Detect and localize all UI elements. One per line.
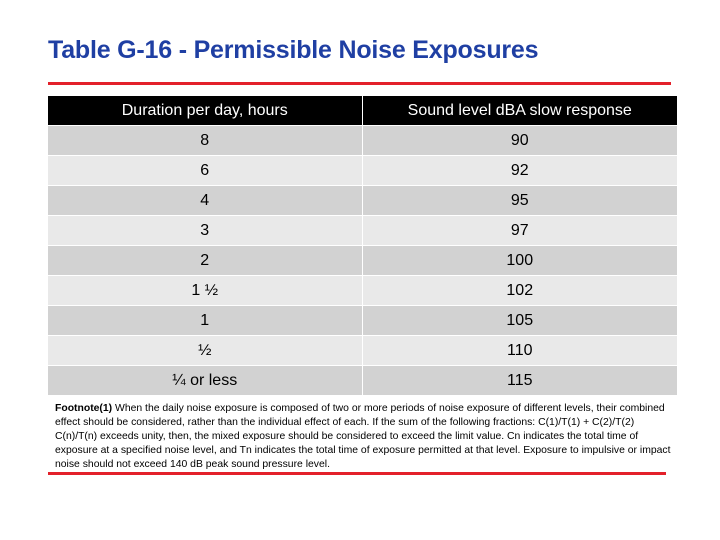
table-row (48, 216, 677, 246)
footnote-text: When the daily noise exposure is composed of two or more periods of noise exposure of different levels, their combined effect should be considered, rather than the individual effect of each. If the sum of the following fractions: C(1)/T(1) + C(2)/T(2) C(n)/T(n) exceeds unity, then, the mixed exposure should be considered to exceed the limit value. Cn indicates the total time of exposure at a specified noise level, and Tn indicates the total time of exposure permitted at that level. Exposure to impulsive or impact noise should not exceed 140 dB peak sound pressure level. (55, 403, 671, 470)
header-sound-level: Sound level dBA slow response (362, 96, 677, 126)
footnote-label: Footnote(1) (55, 403, 113, 414)
cell-sound-level: 102 (362, 276, 677, 306)
divider-top (48, 82, 671, 85)
footnote (55, 402, 673, 472)
header-duration: Duration per day, hours (48, 96, 362, 126)
cell-duration: ½ (48, 336, 362, 366)
cell-duration: 6 (48, 156, 362, 186)
cell-sound-level: 97 (362, 216, 677, 246)
table-row (48, 306, 677, 336)
cell-sound-level: 92 (362, 156, 677, 186)
cell-duration: 3 (48, 216, 362, 246)
cell-sound-level: 100 (362, 246, 677, 276)
cell-sound-level: 105 (362, 306, 677, 336)
table-row (48, 366, 677, 396)
cell-duration: 2 (48, 246, 362, 276)
table-row (48, 276, 677, 306)
table-row (48, 186, 677, 216)
table-row (48, 336, 677, 366)
cell-sound-level: 95 (362, 186, 677, 216)
cell-duration: 8 (48, 126, 362, 156)
cell-sound-level: 90 (362, 126, 677, 156)
cell-duration: 4 (48, 186, 362, 216)
cell-duration: 1 ½ (48, 276, 362, 306)
table-row (48, 246, 677, 276)
table-header-row (48, 96, 677, 126)
cell-sound-level: 115 (362, 366, 677, 396)
cell-sound-level: 110 (362, 336, 677, 366)
cell-duration: 1 (48, 306, 362, 336)
table-row (48, 126, 677, 156)
cell-duration: ¼ or less (48, 366, 362, 396)
table-row (48, 156, 677, 186)
page-title: Table G-16 - Permissible Noise Exposures (48, 36, 539, 64)
noise-exposure-table (48, 96, 677, 395)
divider-bottom (48, 472, 666, 475)
